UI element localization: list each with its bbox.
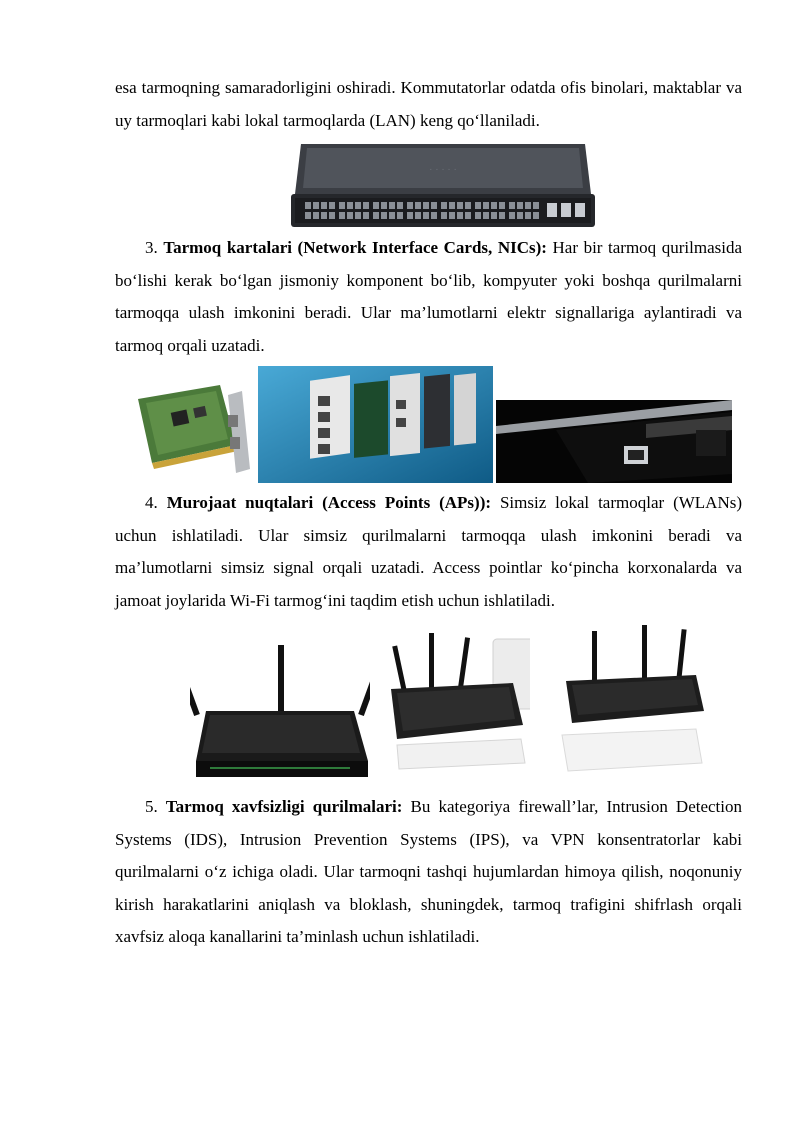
nic-description: Har bir tarmoq qurilmasida bo‘lishi kerak bo‘lgan jismoniy komponent bo‘lib, kompyuter yoki boshqa qurilmalarni tarmoqqa ulash imkonini beradi. Ular ma’lumotlarni elektr signallariga aylantiradi va tarmoq orqali uzatadi. (115, 238, 742, 355)
router-and-access-points-image (385, 627, 530, 777)
access-points-heading: Murojaat nuqtalari (Access Points (APs)): (166, 493, 492, 512)
item-number-4: 4. (145, 493, 158, 512)
wifi-router-and-ap-image (558, 623, 706, 778)
paragraph-security-devices (115, 791, 742, 954)
pcie-network-card-image (496, 400, 732, 483)
security-devices-heading: Tarmoq xavfsizligi qurilmalari: (165, 797, 403, 816)
item-number-5: 5. (145, 797, 158, 816)
access-points-description: Simsiz lokal tarmoqlar (WLANs) uchun ishlatiladi. Ular simsiz qurilmalarni tarmoqqa ulash imkonini beradi va ma’lumotlarni simsiz signal orqali uzatadi. Access pointlar ko‘pincha korxonalarda va jamoat joylarida Wi-Fi tarmog‘ini taqdim etish uchun ishlatiladi. (115, 493, 743, 610)
paragraph-access-points (115, 487, 742, 617)
network-switch-image (291, 144, 595, 227)
pci-network-card-image (132, 385, 252, 479)
item-number-3: 3. (145, 238, 158, 257)
security-devices-description: Bu kategoriya firewall’lar, Intrusion Detection Systems (IDS), Intrusion Prevention Systems (IPS), va VPN konsentratorlar kabi qurilmalarni o‘z ichiga oladi. Ular tarmoqni tashqi hujumlardan himoya qilish, noqonuniy kirish harakatlarini aniqlash va bloklash, shuningdek, tarmoq trafigini shifrlash orqali xavfsiz aloqa kanallarini ta’minlash uchun ishlatiladi. (115, 797, 743, 946)
paragraph-switch-continuation: esa tarmoqning samaradorligini oshiradi. Kommutatorlar odatda ofis binolari, maktablar va uy tarmoqlari kabi lokal tarmoqlarda (LAN) keng qo‘llaniladi. (115, 78, 742, 130)
black-router-image (190, 641, 370, 781)
svg-text:· · · · ·: · · · · · (429, 164, 457, 175)
paragraph-nic (115, 232, 742, 362)
multiple-nic-cards-image (258, 366, 493, 483)
nic-heading: Tarmoq kartalari (Network Interface Cards, NICs): (163, 238, 547, 257)
